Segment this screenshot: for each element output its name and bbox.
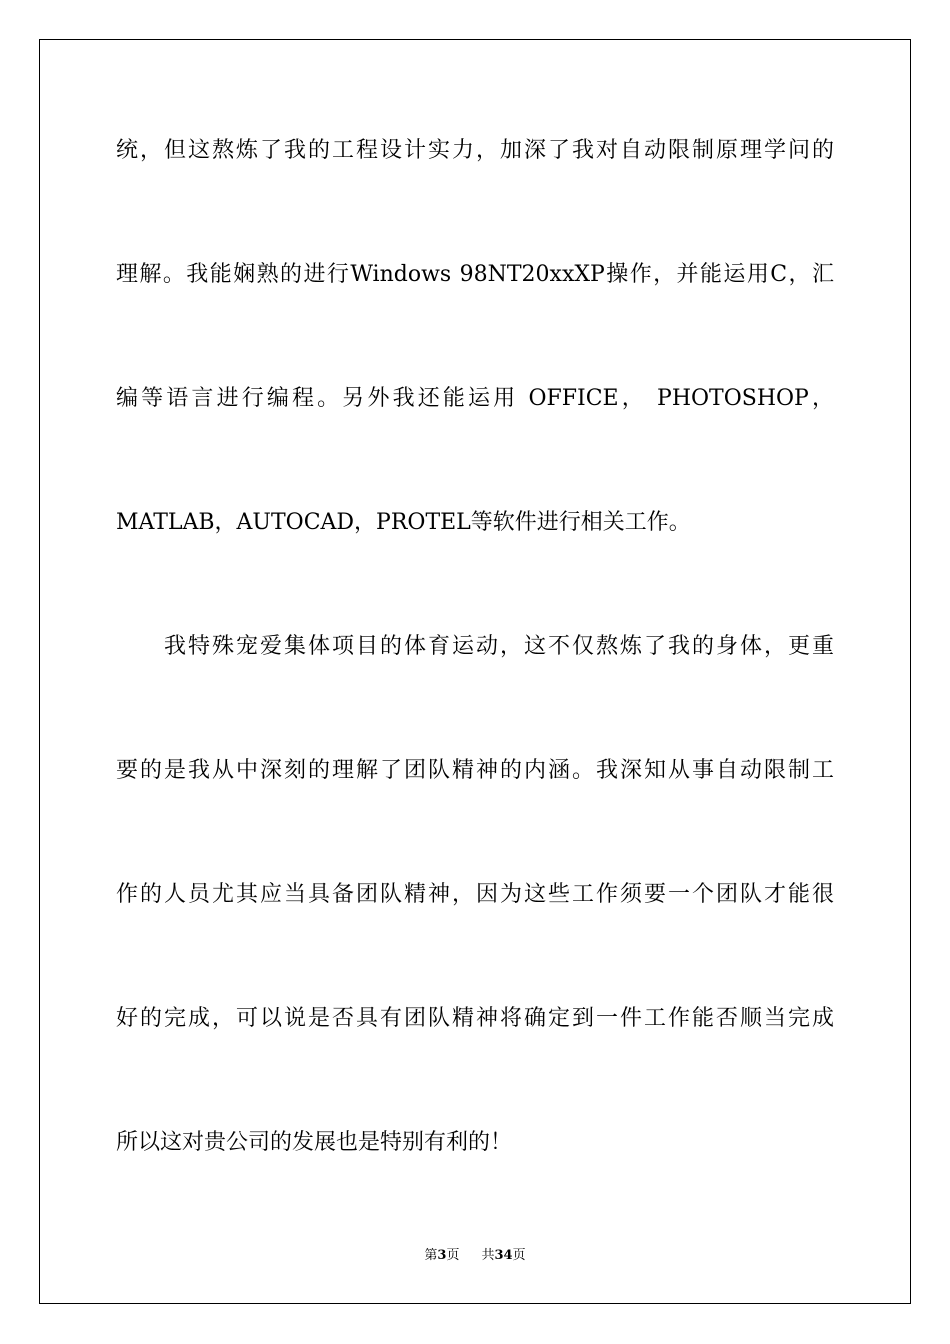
- body-line-6: 要的是我从中深刻的理解了团队精神的内涵。我深知从事自动限制工: [116, 758, 834, 783]
- body-line-4: MATLAB，AUTOCAD，PROTEL等软件进行相关工作。: [116, 510, 691, 535]
- body-line-1: 统，但这熬炼了我的工程设计实力，加深了我对自动限制原理学问的: [116, 138, 834, 163]
- footer-total-prefix: 共: [481, 1248, 495, 1263]
- body-line-5-paragraph-start: 我特殊宠爱集体项目的体育运动，这不仅熬炼了我的身体，更重: [164, 634, 834, 659]
- footer-total-pages: 34: [494, 1248, 513, 1263]
- footer-page-suffix: 页: [446, 1248, 460, 1263]
- body-line-2: 理解。我能娴熟的进行Windows 98NT20xxXP操作，并能运用C，汇: [116, 262, 834, 287]
- footer-total-suffix: 页: [512, 1248, 526, 1263]
- body-line-7: 作的人员尤其应当具备团队精神，因为这些工作须要一个团队才能很: [116, 882, 834, 907]
- page-footer: [0, 1247, 950, 1265]
- body-line-8: 好的完成，可以说是否具有团队精神将确定到一件工作能否顺当完成: [116, 1006, 834, 1031]
- footer-page-prefix: 第: [424, 1248, 438, 1263]
- page-border: [39, 39, 911, 1304]
- footer-page-number: 3: [437, 1248, 447, 1263]
- body-line-9: 所以这对贵公司的发展也是特别有利的！: [116, 1130, 513, 1155]
- body-line-3: 编等语言进行编程。另外我还能运用 OFFICE， PHOTOSHOP，: [116, 386, 834, 411]
